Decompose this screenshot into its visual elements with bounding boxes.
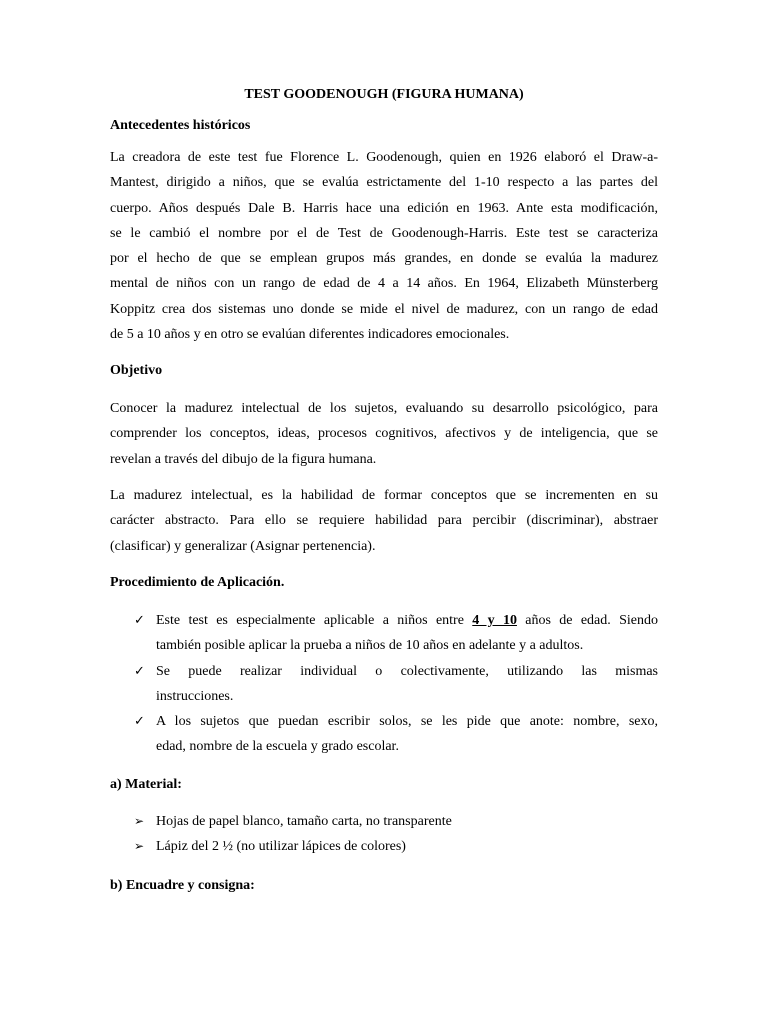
checkmark-icon: ✓ bbox=[134, 613, 145, 628]
text-line: mental de niños con un rango de edad de 4 a 14 años. En 1964, Elizabeth Münsterberg bbox=[110, 276, 658, 292]
text-line: edad, nombre de la escuela y grado escolar. bbox=[156, 739, 399, 755]
text-line: Koppitz crea dos sistemas uno donde se mide el nivel de madurez, con un rango de edad bbox=[110, 301, 658, 317]
arrowhead-icon: ➢ bbox=[134, 839, 145, 854]
paragraph-antecedentes bbox=[110, 145, 658, 347]
paragraph-objetivo-1 bbox=[110, 396, 658, 472]
text-line: comprender los conceptos, ideas, procesos cognitivos, afectivos y de inteligencia, que se bbox=[110, 426, 658, 442]
text-line: A los sujetos que puedan escribir solos, se les pide que anote: nombre, sexo, bbox=[156, 714, 658, 730]
text-line: La creadora de este test fue Florence L. Goodenough, quien en 1926 elaboró el Draw-a- bbox=[110, 150, 658, 165]
text-line: Hojas de papel blanco, tamaño carta, no transparente bbox=[156, 814, 452, 829]
text-line: también posible aplicar la prueba a niños de 10 años en adelante y a adultos. bbox=[156, 638, 584, 654]
document-title: TEST GOODENOUGH (FIGURA HUMANA) bbox=[244, 87, 524, 102]
text-line: Mantest, dirigido a niños, que se evalúa estrictamente del 1-10 respecto a las partes del bbox=[110, 175, 658, 191]
text-line: La madurez intelectual, es la habilidad de formar conceptos que se incrementen en su bbox=[110, 488, 658, 503]
heading-material: a) Material: bbox=[110, 777, 182, 792]
paragraph-objetivo-2 bbox=[110, 483, 658, 559]
text-line: (clasificar) y generalizar (Asignar pertenencia). bbox=[110, 538, 376, 554]
list-item bbox=[110, 659, 658, 710]
text-line: revelan a través del dibujo de la figura humana. bbox=[110, 451, 377, 467]
text-line: se le cambió el nombre por el de Test de Goodenough-Harris. Este test se caracteriza bbox=[110, 225, 658, 241]
heading-objetivo: Objetivo bbox=[110, 363, 163, 378]
checkmark-icon: ✓ bbox=[134, 714, 145, 730]
procedimiento-list bbox=[110, 608, 658, 760]
arrowhead-icon: ➢ bbox=[134, 814, 145, 828]
text-line: Se puede realizar individual o colectivamente, utilizando las mismas bbox=[156, 663, 658, 679]
text-line: Conocer la madurez intelectual de los sujetos, evaluando su desarrollo psicológico, para bbox=[110, 401, 658, 416]
heading-antecedentes: Antecedentes históricos bbox=[110, 118, 251, 133]
age-range-highlight: 4 y 10 bbox=[472, 613, 517, 628]
text-line: por el hecho de que se emplean grupos más grandes, en donde se evalúa la madurez bbox=[110, 251, 658, 267]
list-item bbox=[110, 809, 658, 834]
text-line: instrucciones. bbox=[156, 688, 234, 704]
heading-procedimiento: Procedimiento de Aplicación. bbox=[110, 575, 285, 590]
text-line: carácter abstracto. Para ello se requiere habilidad para percibir (discriminar), abstraer bbox=[110, 513, 658, 529]
text-line: cuerpo. Años después Dale B. Harris hace una edición en 1963. Ante esta modificación, bbox=[110, 200, 658, 216]
text-line: de 5 a 10 años y en otro se evalúan diferentes indicadores emocionales. bbox=[110, 327, 510, 343]
list-item bbox=[110, 608, 658, 659]
text-line: Este test es especialmente aplicable a niños entre 4 y 10 años de edad. Siendo bbox=[156, 613, 658, 628]
text-line: Lápiz del 2 ½ (no utilizar lápices de colores) bbox=[156, 839, 406, 855]
list-item bbox=[110, 709, 658, 760]
checkmark-icon: ✓ bbox=[134, 663, 145, 679]
heading-encuadre: b) Encuadre y consigna: bbox=[110, 878, 255, 893]
material-list bbox=[110, 809, 658, 860]
list-item bbox=[110, 834, 658, 859]
